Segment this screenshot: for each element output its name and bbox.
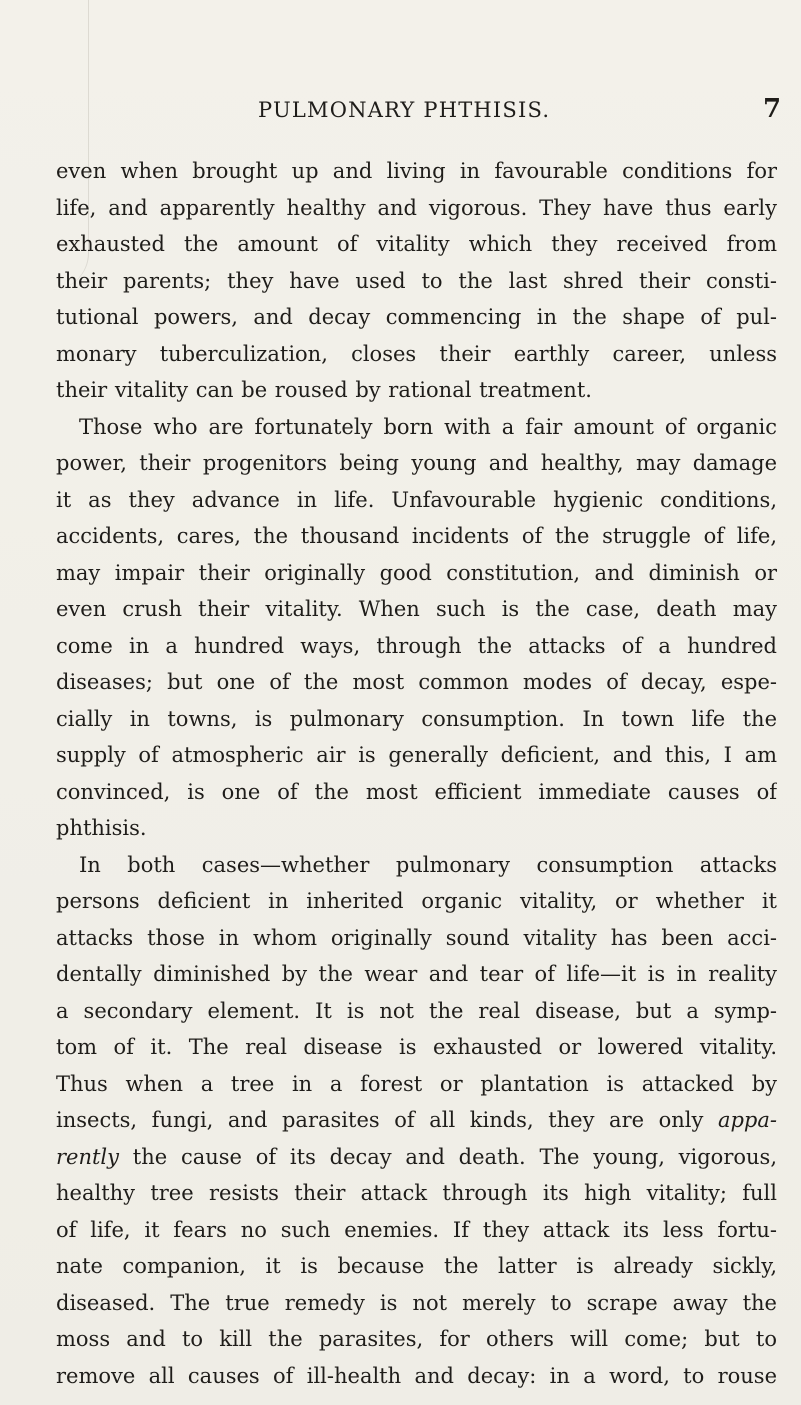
text-line: Those who are fortunately born with a fair amount of organic (79, 414, 777, 439)
body-text (56, 153, 777, 1394)
text-segment: the cause of its decay and death. The young, vigorous, (132, 1144, 777, 1169)
text-line: monary tuberculization, closes their earthly career, unless (56, 341, 777, 366)
text-line: even crush their vitality. When such is the case, death may (56, 597, 777, 621)
text-line: phthisis. (56, 816, 147, 840)
text-line: exhausted the amount of vitality which they received from (56, 232, 777, 256)
text-line: In both cases—whether pulmonary consumption attacks (79, 852, 777, 877)
text-segment: insects, fungi, and parasites of all kinds, they are only (56, 1108, 704, 1132)
text-line: healthy tree resists their attack through its high vitality; full (56, 1181, 777, 1205)
text-line: Thus when a tree in a forest or plantation is attacked by (56, 1071, 777, 1096)
running-header (0, 94, 801, 130)
text-line: diseased. The true remedy is not merely to scrape away the (56, 1290, 777, 1315)
text-line: remove all causes of ill-health and decay: in a word, to rouse (56, 1363, 777, 1388)
text-line: accidents, cares, the thousand incidents of the struggle of life, (56, 524, 777, 548)
text-line: a secondary element. It is not the real disease, but a symp- (56, 998, 777, 1023)
text-line: moss and to kill the parasites, for others will come; but to (56, 1327, 777, 1351)
text-line: it as they advance in life. Unfavourable hygienic conditions, (56, 487, 777, 512)
text-line: cially in towns, is pulmonary consumption. In town life the (56, 706, 777, 731)
text-line: may impair their originally good constitution, and diminish or (56, 560, 777, 585)
header-title: PULMONARY PHTHISIS. (258, 98, 551, 122)
text-line: tom of it. The real disease is exhausted or lowered vitality. (56, 1035, 777, 1059)
text-line (56, 1102, 777, 1139)
text-line: their vitality can be roused by rational treatment. (56, 378, 592, 402)
text-line: come in a hundred ways, through the attacks of a hundred (56, 633, 777, 658)
text-line: attacks those in whom originally sound vitality has been acci- (56, 925, 777, 950)
text-line: even when brought up and living in favourable conditions for (56, 159, 777, 183)
text-line: supply of atmospheric air is generally deficient, and this, I am (56, 743, 777, 767)
page-number: 7 (763, 94, 782, 124)
text-line: dentally diminished by the wear and tear of life—it is in reality (56, 962, 777, 986)
text-line: diseases; but one of the most common modes of decay, espe- (56, 670, 777, 694)
text-line: tutional powers, and decay commencing in the shape of pul- (56, 305, 777, 329)
text-line: convinced, is one of the most efficient immediate causes of (56, 779, 777, 804)
text-line: their parents; they have used to the last shred their consti- (56, 268, 777, 293)
text-line: power, their progenitors being young and healthy, may damage (56, 451, 777, 475)
text-line: life, and apparently healthy and vigorous. They have thus early (56, 195, 777, 220)
text-line (56, 1139, 777, 1176)
text-line: of life, it fears no such enemies. If they attack its less fortu- (56, 1217, 777, 1242)
italic-word: appa- (717, 1108, 777, 1132)
text-line: persons deficient in inherited organic vitality, or whether it (56, 889, 777, 913)
italic-word: rently (56, 1144, 120, 1169)
text-line: nate companion, it is because the latter is already sickly, (56, 1254, 777, 1278)
